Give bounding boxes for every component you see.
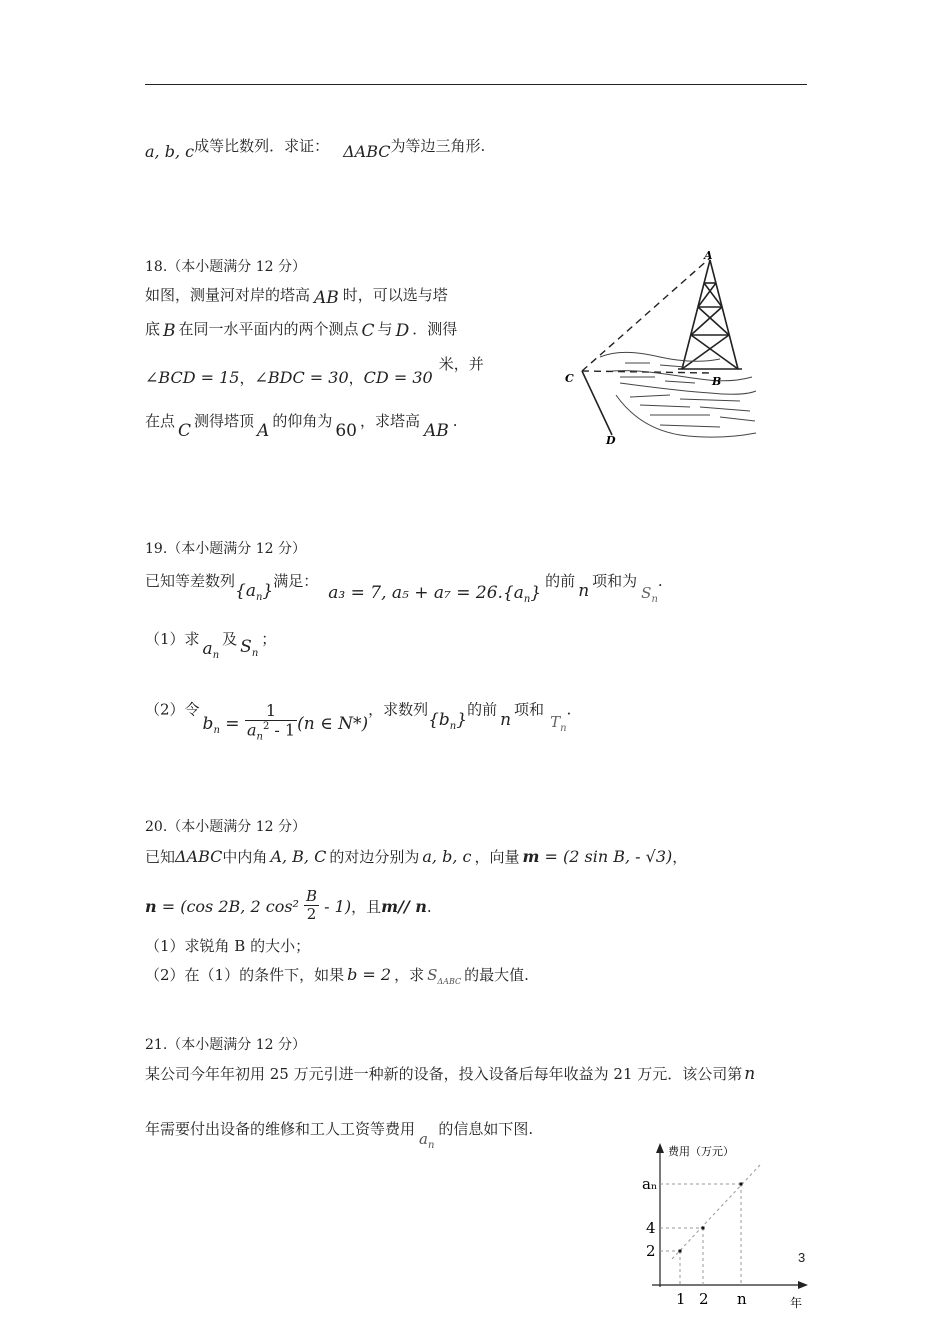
q18-line2 xyxy=(145,318,457,339)
q20-line2 xyxy=(145,880,432,924)
q20-part2 xyxy=(145,964,529,986)
q19-l1-text-e: . xyxy=(657,572,663,590)
q20-sides: a, b, c xyxy=(422,847,472,866)
q19-p2-T-sub: n xyxy=(560,722,567,734)
x-axis-label: 年 xyxy=(790,1296,803,1310)
q18-var-d: D xyxy=(395,321,410,341)
q19-p2-seq xyxy=(428,710,467,730)
q20-l1-e: ， xyxy=(672,848,688,866)
q18-l2-text-c: 与 xyxy=(377,320,393,338)
data-point xyxy=(679,1250,682,1253)
q20-p2-cond: b = 2 xyxy=(347,965,392,984)
q19-p2-domain: (n ∈ N*) xyxy=(297,713,369,734)
q20-frac-num: B xyxy=(306,887,318,905)
q19-p2-mid: ，求数列 xyxy=(368,700,429,719)
q19-p2-d: 项和 xyxy=(514,700,545,719)
header-rule xyxy=(145,84,807,85)
q17-text-end: 为等边三角形. xyxy=(390,137,486,155)
q18-angle-60: 60 xyxy=(335,421,357,441)
q19-p2-n: n xyxy=(500,709,512,730)
y-tick-label: 4 xyxy=(646,1219,656,1237)
q18-var-ab: AB xyxy=(314,288,339,308)
q18-l2-text-a: 底 xyxy=(145,320,161,338)
q21-l2-b: 的信息如下图. xyxy=(438,1120,534,1138)
q19-p2-label: （2）令 xyxy=(145,700,200,719)
q20-line1 xyxy=(145,846,687,867)
q20-fraction xyxy=(304,888,319,924)
q19-p2-b-sub: n xyxy=(213,724,220,736)
q19-p1-S: S xyxy=(240,637,252,657)
q19-line1 xyxy=(145,570,663,605)
tower-figure xyxy=(560,245,765,450)
q18-var-a: A xyxy=(257,421,270,441)
q18-angle-bdc: ∠BDC = 30 xyxy=(254,368,349,387)
q19-p2-T: T xyxy=(550,712,561,731)
q19-part1 xyxy=(145,628,277,661)
q20-l1-c: 的对边分别为 xyxy=(329,848,420,866)
q20-triangle: ΔABC xyxy=(175,847,223,866)
q20-frac-den: 2 xyxy=(306,905,317,924)
q18-heading: 18.（本小题满分 12 分） xyxy=(145,259,306,275)
q19-p2-num: 1 xyxy=(245,702,297,721)
x-tick-label: 2 xyxy=(699,1290,709,1308)
q19-seq-close: } xyxy=(262,581,274,601)
q19-p1-Sn xyxy=(240,637,258,657)
y-axis-label: 费用（万元） xyxy=(668,1145,734,1158)
q18-sep1: ， xyxy=(239,369,255,387)
q17-text-mid: 成等比数列．求证： xyxy=(194,137,330,155)
line-cd xyxy=(582,371,612,435)
q19-cond-close: } xyxy=(530,583,542,603)
label-d: D xyxy=(606,434,616,447)
q18-cd-length: CD = 30 xyxy=(363,368,433,387)
q19-p1-an xyxy=(203,639,220,659)
q19-p2-e: . xyxy=(566,700,572,719)
q20-l2-b: . xyxy=(426,897,432,916)
q20-l2-a: ，且 xyxy=(351,897,382,916)
q20-l1-b: 中内角 xyxy=(222,848,268,866)
q19-l1-text-a: 已知等差数列 xyxy=(145,572,236,590)
x-axis-arrow xyxy=(798,1281,808,1289)
q18-sep2: ， xyxy=(348,369,364,387)
q19-p2-den-end: - 1 xyxy=(269,720,296,740)
q18-l1-text-a: 如图，测量河对岸的塔高 xyxy=(145,286,311,304)
q21-a-sub: n xyxy=(427,1140,435,1151)
q20-l1-d: ，向量 xyxy=(474,848,520,866)
trend-line xyxy=(672,1165,760,1259)
q20-p2-b: ，求 xyxy=(394,966,425,984)
q18-var-c: C xyxy=(361,321,375,341)
q19-l1-text-b: 满足： xyxy=(273,572,319,590)
q18-l1-text-b: 时，可以选与塔 xyxy=(342,286,448,304)
q20-p2-c: 的最大值. xyxy=(464,966,529,984)
q20-n-value: = (cos 2B, 2 cos² xyxy=(156,896,305,916)
q20-n-value-end: - 1) xyxy=(319,896,352,916)
q18-angle-bcd: ∠BCD = 15 xyxy=(145,368,240,387)
q19-p2-den-sup: 2 xyxy=(262,721,270,733)
q17-triangle: ΔABC xyxy=(343,142,391,161)
q21-line1 xyxy=(145,1063,755,1084)
x-tick-label: n xyxy=(737,1290,747,1308)
q19-seq-an xyxy=(235,581,273,601)
y-axis-arrow xyxy=(656,1143,664,1153)
q17-vars: a, b, c xyxy=(145,142,195,161)
q19-l1-text-d: 项和为 xyxy=(592,572,638,590)
q19-p2-fraction xyxy=(245,702,297,743)
q19-S-sub: n xyxy=(651,594,658,605)
tower-structure xyxy=(678,260,742,369)
label-b: B xyxy=(712,375,722,388)
q20-vector-m: m xyxy=(522,847,540,866)
q20-vector-n: n xyxy=(145,896,157,916)
q18-line3 xyxy=(145,353,484,387)
q19-seq-sub: n xyxy=(255,592,263,603)
q18-l4-text-e: . xyxy=(452,412,458,430)
q18-l2-text-d: ．测得 xyxy=(412,320,458,338)
q19-cond-sub: n xyxy=(523,594,531,605)
q20-heading: 20.（本小题满分 12 分） xyxy=(145,819,306,835)
page-number: 3 xyxy=(798,1250,806,1265)
q20-l1-a: 已知 xyxy=(145,848,176,866)
q20-angles: A, B, C xyxy=(270,847,327,866)
q20-m-value: = (2 sin B, - √3) xyxy=(539,847,673,866)
q18-l3-tail: 米，并 xyxy=(438,355,484,373)
q19-condition xyxy=(328,583,541,603)
x-tick-label: 1 xyxy=(676,1290,686,1308)
q18-line1 xyxy=(145,284,448,308)
q19-p2-den-sub: n xyxy=(256,731,263,743)
q19-S: S xyxy=(641,584,652,602)
q18-var-ab2: AB xyxy=(424,421,449,441)
q19-p2-Tn xyxy=(550,712,567,734)
q19-p2-den xyxy=(245,721,297,743)
q19-p1-S-sub: n xyxy=(251,648,259,659)
q20-p2-area xyxy=(427,966,461,984)
q20-part1: （1）求锐角 B 的大小； xyxy=(145,937,311,955)
data-point xyxy=(702,1227,705,1230)
q21-heading: 21.（本小题满分 12 分） xyxy=(145,1037,306,1053)
q20-parallel: m// n xyxy=(381,896,427,916)
cost-chart xyxy=(630,1135,810,1315)
q19-p2-eq: = xyxy=(219,713,245,734)
q21-l2-a: 年需要付出设备的维修和工人工资等费用 xyxy=(145,1120,416,1138)
q19-p1-and: 及 xyxy=(222,630,238,648)
q19-p2-den-a: a xyxy=(246,720,257,740)
q19-p1-label: （1）求 xyxy=(145,630,200,648)
q19-p1-a-sub: n xyxy=(212,650,220,661)
q19-p2-seq-close: } xyxy=(456,709,468,730)
q20-p2-S: S xyxy=(427,966,438,984)
q21-line2 xyxy=(145,1118,534,1151)
q18-l4-text-d: ，求塔高 xyxy=(359,412,420,430)
q18-l4-text-b: 测得塔顶 xyxy=(194,412,255,430)
q18-l4-text-c: 的仰角为 xyxy=(272,412,333,430)
q19-l1-text-c: 的前 xyxy=(545,572,576,590)
q19-p2-c: 的前 xyxy=(467,700,498,719)
q19-part2 xyxy=(145,690,572,743)
y-tick-label: aₙ xyxy=(642,1175,658,1193)
q18-var-c2: C xyxy=(178,421,192,441)
q19-p2-bn xyxy=(203,714,220,734)
q21-n: n xyxy=(744,1064,756,1084)
label-a: A xyxy=(704,249,713,262)
q19-p2-b: b xyxy=(202,713,214,734)
q21-l1-text: 某公司今年年初用 25 万元引进一种新的设备，投入设备后每年收益为 21 万元．该公司第 xyxy=(145,1065,743,1083)
q18-var-b: B xyxy=(163,321,176,341)
q19-seq-open: {a xyxy=(235,581,256,601)
q21-an xyxy=(419,1130,435,1151)
q21-a: a xyxy=(419,1130,428,1148)
q20-p2-a: （2）在（1）的条件下，如果 xyxy=(145,966,345,984)
q19-Sn xyxy=(641,584,658,605)
q19-cond-main: a₃ = 7, a₅ + a₇ = 26.{a xyxy=(328,583,524,603)
q19-p2-seq-sub: n xyxy=(449,720,457,732)
q18-l4-text-a: 在点 xyxy=(145,412,176,430)
q20-p2-S-sub: ΔABC xyxy=(437,977,462,986)
q17-line xyxy=(145,135,486,161)
y-tick-label: 2 xyxy=(646,1242,656,1260)
q19-p1-end: ； xyxy=(261,630,277,648)
q19-n: n xyxy=(578,581,590,601)
data-point xyxy=(740,1183,743,1186)
q19-heading: 19.（本小题满分 12 分） xyxy=(145,541,306,557)
q19-p2-seq-open: {b xyxy=(428,709,450,730)
q18-line4 xyxy=(145,410,458,441)
q18-l2-text-b: 在同一水平面内的两个测点 xyxy=(178,320,359,338)
label-c: C xyxy=(565,372,574,385)
q19-p1-a: a xyxy=(202,639,213,659)
